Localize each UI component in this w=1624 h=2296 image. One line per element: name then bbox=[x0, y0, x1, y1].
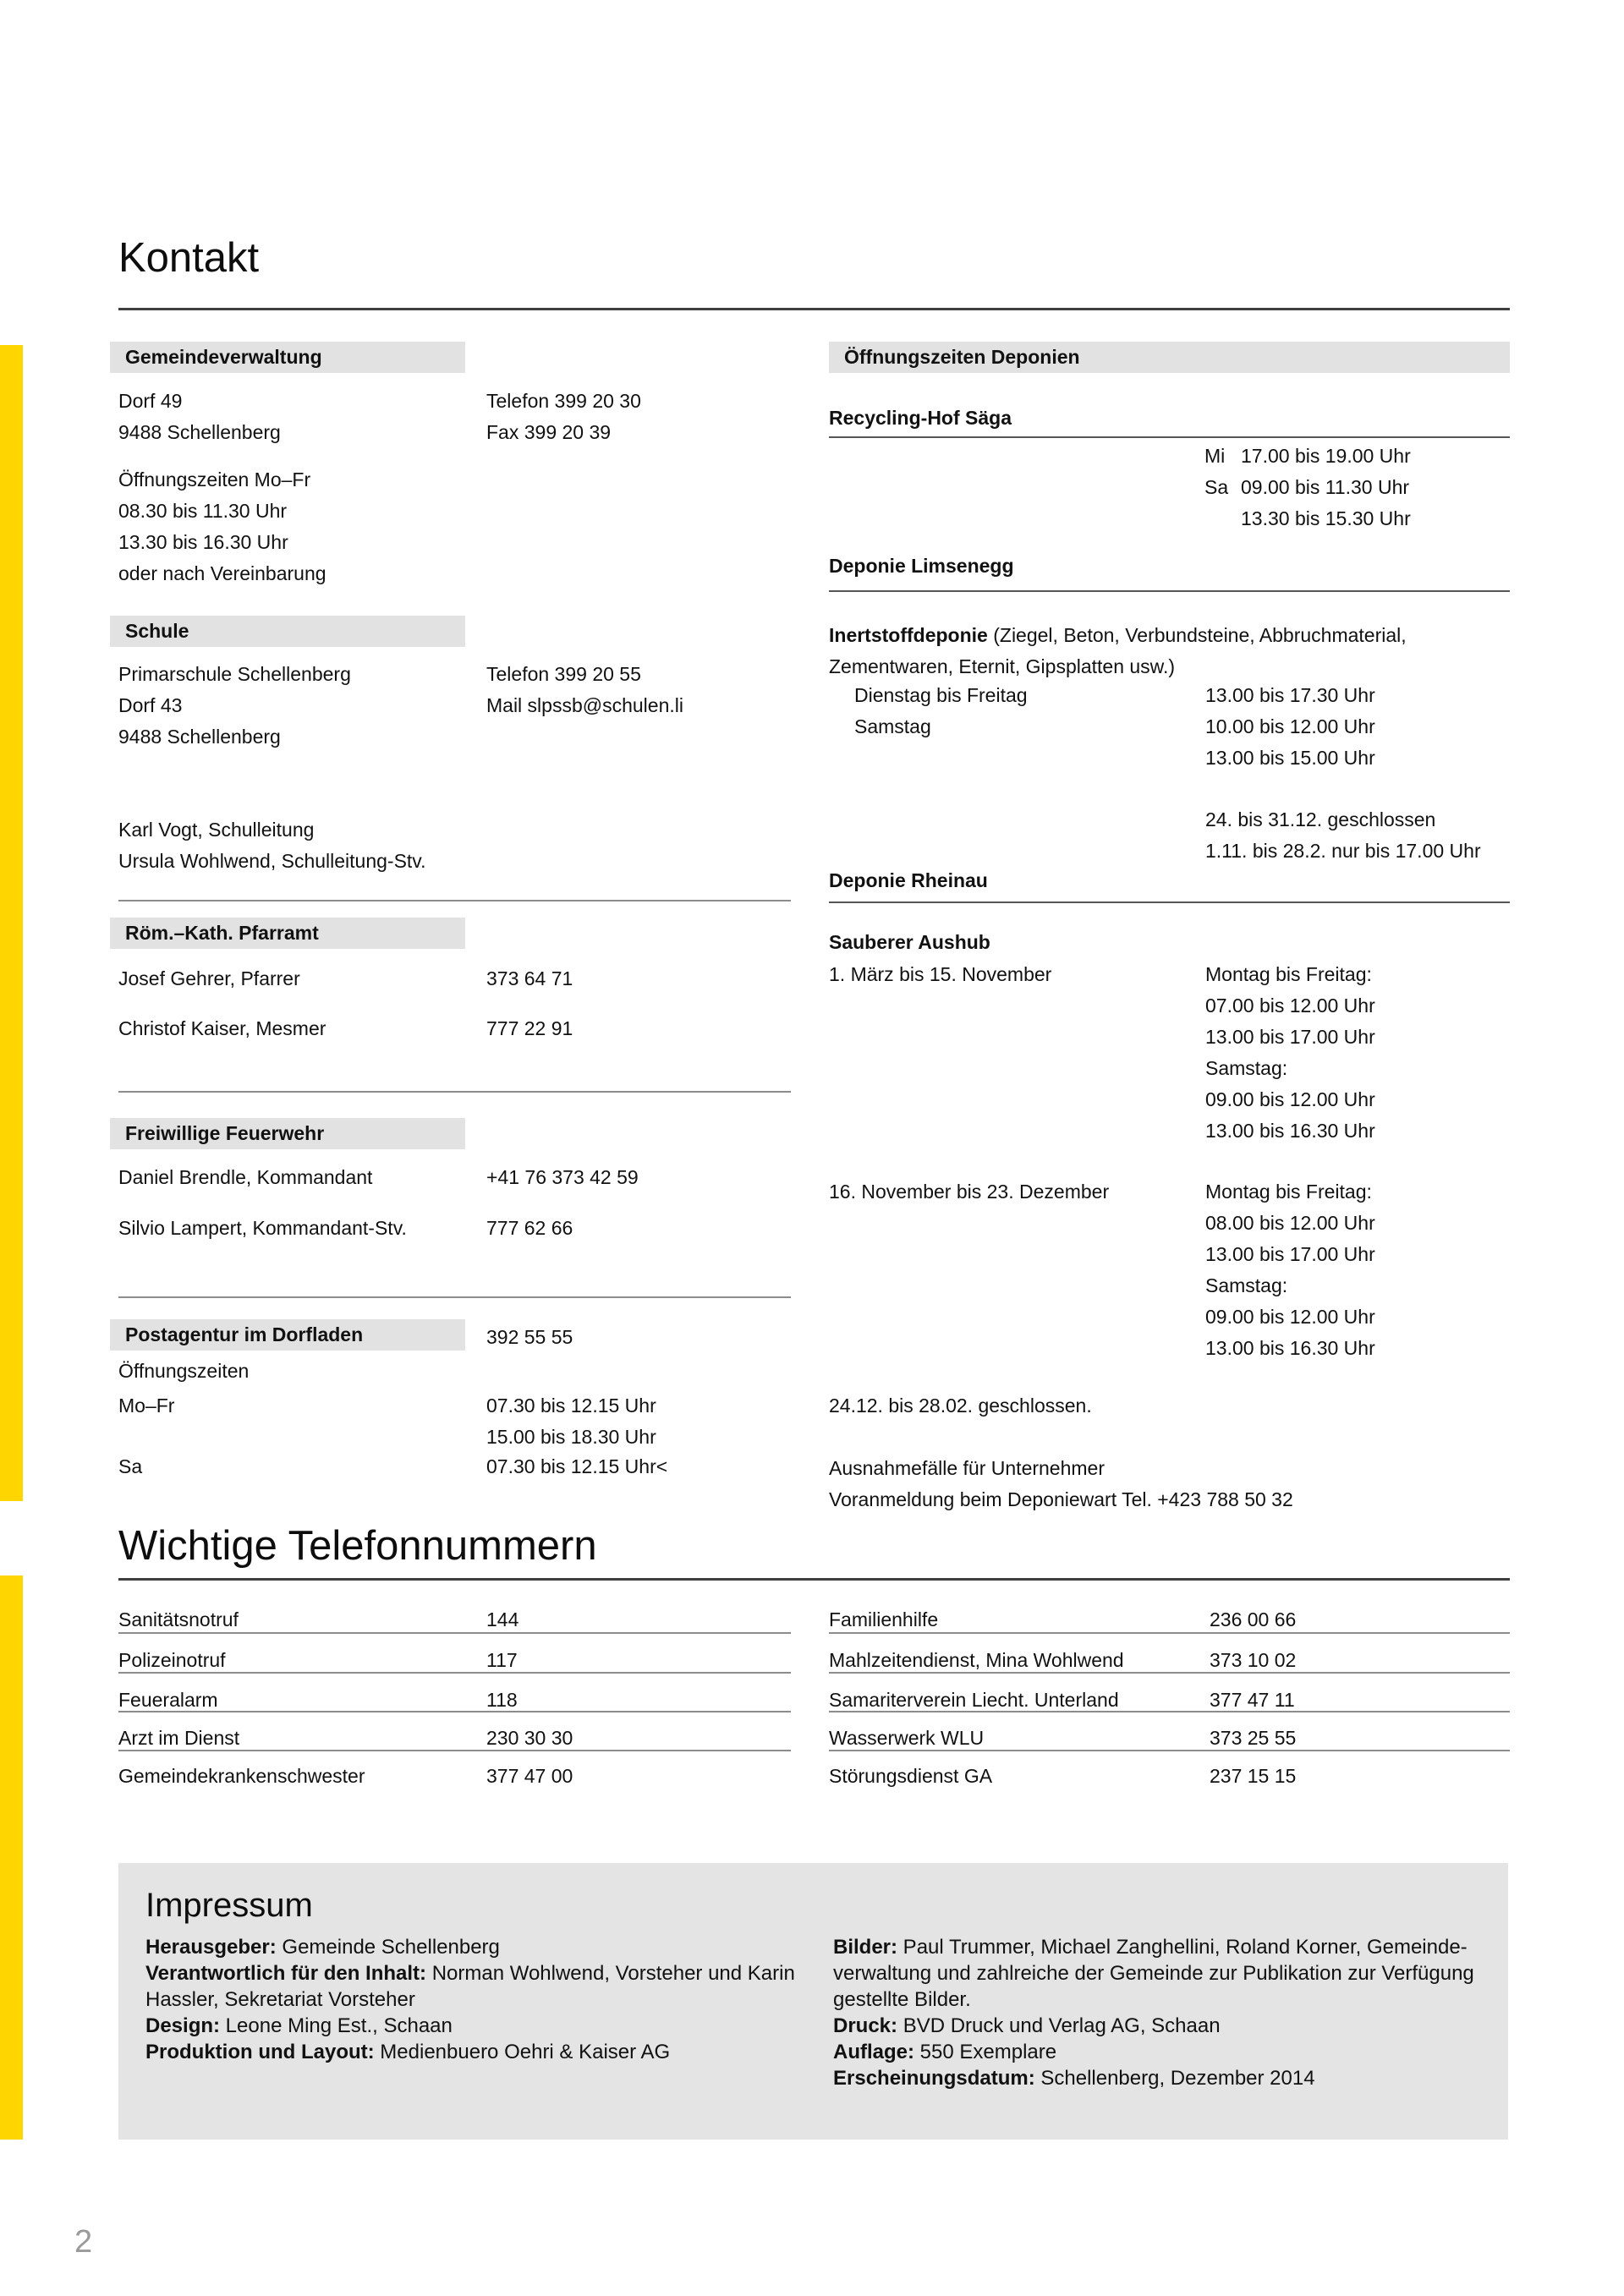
phone-label: Gemeindekrankenschwester bbox=[118, 1765, 365, 1787]
phone-number: 236 00 66 bbox=[1210, 1608, 1297, 1630]
hours-time: 09.00 bis 11.30 Uhr bbox=[1241, 476, 1410, 498]
address-line: 9488 Schellenberg bbox=[118, 726, 281, 748]
phone-number: 373 25 55 bbox=[1210, 1727, 1297, 1749]
row-divider bbox=[829, 1672, 1510, 1674]
deponie-title-rheinau: Deponie Rheinau bbox=[829, 869, 988, 891]
section-header-feuerwehr: Freiwillige Feuerwehr bbox=[110, 1118, 465, 1149]
impressum-text: Medienbuero Oehri & Kaiser AG bbox=[374, 2041, 671, 2063]
deponie-rule bbox=[829, 901, 1510, 903]
phone-label: Wasserwerk WLU bbox=[829, 1727, 985, 1749]
phone-number: 144 bbox=[486, 1608, 519, 1630]
row-divider bbox=[118, 1632, 791, 1634]
phone-label: Samariterverein Liecht. Unterland bbox=[829, 1689, 1119, 1711]
row-divider bbox=[118, 1750, 791, 1751]
period-time: 13.00 bis 17.00 Uhr bbox=[1205, 1026, 1375, 1048]
deponie-subtitle: Sauberer Aushub bbox=[829, 931, 990, 953]
deponie-title-limsenegg: Deponie Limsenegg bbox=[829, 555, 1014, 577]
section-header-schule: Schule bbox=[110, 616, 465, 647]
person-line: Ursula Wohlwend, Schulleitung-Stv. bbox=[118, 850, 426, 872]
person-phone: 373 64 71 bbox=[486, 967, 573, 989]
hours-day: Sa bbox=[1204, 476, 1229, 498]
impressum-label: Erscheinungsdatum: bbox=[833, 2067, 1035, 2090]
impressum-text: Schellenberg, Dezember 2014 bbox=[1034, 2067, 1315, 2090]
opening-hours-label: Öffnungszeiten bbox=[118, 1360, 250, 1382]
phone-label: Feueralarm bbox=[118, 1689, 218, 1711]
section-divider bbox=[118, 900, 791, 901]
phone-number: 118 bbox=[486, 1689, 518, 1711]
row-divider bbox=[829, 1632, 1510, 1634]
impressum-label: Produktion und Layout: bbox=[145, 2041, 375, 2063]
period-label: 1. März bis 15. November bbox=[829, 963, 1052, 985]
person-phone: 777 22 91 bbox=[486, 1017, 573, 1039]
period-time: 13.00 bis 17.00 Uhr bbox=[1205, 1243, 1375, 1265]
impressum-line bbox=[145, 1960, 814, 2013]
hours-day: Sa bbox=[118, 1455, 143, 1477]
hours-time: 07.30 bis 12.15 Uhr bbox=[486, 1395, 656, 1417]
impressum-text: 550 Exemplare bbox=[914, 2041, 1057, 2063]
hours-day: Mi bbox=[1204, 445, 1226, 467]
address-line: Primarschule Schellenberg bbox=[118, 663, 351, 685]
hours-time: 13.00 bis 15.00 Uhr bbox=[1205, 747, 1375, 769]
section-header-gemeindeverwaltung: Gemeindeverwaltung bbox=[110, 342, 465, 373]
section-header-deponien: Öffnungszeiten Deponien bbox=[829, 342, 1510, 373]
period-time: 13.00 bis 16.30 Uhr bbox=[1205, 1120, 1375, 1142]
phones-title: Wichtige Telefonnummern bbox=[118, 1523, 597, 1569]
section-divider bbox=[118, 1091, 791, 1093]
phone-label: Sanitätsnotruf bbox=[118, 1608, 239, 1630]
postagentur-phone: 392 55 55 bbox=[486, 1326, 573, 1348]
period-time: 08.00 bis 12.00 Uhr bbox=[1205, 1212, 1375, 1234]
hours-time: 15.00 bis 18.30 Uhr bbox=[486, 1426, 656, 1448]
yellow-margin-bar-bottom bbox=[0, 1575, 23, 2140]
hours-time: 17.00 bis 19.00 Uhr bbox=[1241, 445, 1411, 467]
impressum-line bbox=[145, 2039, 670, 2065]
person-line: Karl Vogt, Schulleitung bbox=[118, 819, 315, 841]
row-divider bbox=[829, 1750, 1510, 1751]
period-time: Samstag: bbox=[1205, 1057, 1288, 1079]
period-time: 09.00 bis 12.00 Uhr bbox=[1205, 1306, 1375, 1328]
hours-time: 07.30 bis 12.15 Uhr< bbox=[486, 1455, 668, 1477]
impressum-line bbox=[833, 2039, 1056, 2065]
period-time: Samstag: bbox=[1205, 1274, 1288, 1296]
opening-hours-line: oder nach Vereinbarung bbox=[118, 562, 326, 584]
impressum-line bbox=[833, 2013, 1221, 2039]
impressum-line bbox=[833, 1934, 1497, 2013]
deponie-description bbox=[829, 620, 1501, 682]
phone-label: Störungsdienst GA bbox=[829, 1765, 993, 1787]
impressum-text: Gemeinde Schellenberg bbox=[276, 1936, 500, 1959]
person-name: Daniel Brendle, Kommandant bbox=[118, 1166, 373, 1188]
mail-line: Mail slpssb@schulen.li bbox=[486, 694, 683, 716]
address-line: Dorf 43 bbox=[118, 694, 183, 716]
opening-hours-line: Öffnungszeiten Mo–Fr bbox=[118, 469, 311, 490]
section-header-pfarramt: Röm.–Kath. Pfarramt bbox=[110, 918, 465, 949]
row-divider bbox=[118, 1711, 791, 1712]
section-divider bbox=[118, 1296, 791, 1298]
title-rule bbox=[118, 308, 1510, 310]
exception-line: Ausnahmefälle für Unternehmer bbox=[829, 1457, 1105, 1479]
deponie-rule bbox=[829, 590, 1510, 592]
impressum-text: Leone Ming Est., Schaan bbox=[220, 2014, 453, 2037]
impressum-label: Druck: bbox=[833, 2014, 898, 2037]
impressum-title: Impressum bbox=[145, 1887, 313, 1924]
exception-line: Voranmeldung beim Deponiewart Tel. +423 788 50 32 bbox=[829, 1488, 1293, 1510]
phone-number: 377 47 00 bbox=[486, 1765, 573, 1787]
closed-note: 24.12. bis 28.02. geschlossen. bbox=[829, 1395, 1092, 1417]
impressum-line bbox=[145, 2013, 453, 2039]
period-time: 09.00 bis 12.00 Uhr bbox=[1205, 1088, 1375, 1110]
hours-time: 13.30 bis 15.30 Uhr bbox=[1241, 507, 1411, 529]
period-time: 13.00 bis 16.30 Uhr bbox=[1205, 1337, 1375, 1359]
phones-title-rule bbox=[118, 1578, 1510, 1581]
period-label: 16. November bis 23. Dezember bbox=[829, 1181, 1110, 1203]
period-time: Montag bis Freitag: bbox=[1205, 1181, 1372, 1203]
deponie-note: 1.11. bis 28.2. nur bis 17.00 Uhr bbox=[1205, 840, 1481, 862]
phone-number: 230 30 30 bbox=[486, 1727, 573, 1749]
hours-day: Samstag bbox=[854, 715, 931, 737]
deponie-note: 24. bis 31.12. geschlossen bbox=[1205, 808, 1436, 830]
address-line: 9488 Schellenberg bbox=[118, 421, 281, 443]
page-title: Kontakt bbox=[118, 235, 260, 281]
phone-number: 237 15 15 bbox=[1210, 1765, 1297, 1787]
hours-day: Dienstag bis Freitag bbox=[854, 684, 1028, 706]
impressum-line bbox=[145, 1934, 500, 1960]
phone-number: 373 10 02 bbox=[1210, 1649, 1297, 1671]
phone-number: 377 47 11 bbox=[1210, 1689, 1295, 1711]
impressum-text: BVD Druck und Verlag AG, Schaan bbox=[897, 2014, 1221, 2037]
phone-label: Familienhilfe bbox=[829, 1608, 939, 1630]
hours-time: 10.00 bis 12.00 Uhr bbox=[1205, 715, 1375, 737]
fax-line: Fax 399 20 39 bbox=[486, 421, 612, 443]
impressum-text: Norman Wohlwend, Vorsteher und Karin Hassler, Sekretariat Vorsteher bbox=[145, 1962, 795, 2011]
hours-day: Mo–Fr bbox=[118, 1395, 175, 1417]
impressum-label: Verantwortlich für den Inhalt: bbox=[145, 1962, 427, 1985]
deponie-rule bbox=[829, 436, 1510, 438]
opening-hours-line: 08.30 bis 11.30 Uhr bbox=[118, 500, 288, 522]
phone-line: Telefon 399 20 30 bbox=[486, 390, 641, 412]
phone-label: Polizeinotruf bbox=[118, 1649, 226, 1671]
impressum-label: Auflage: bbox=[833, 2041, 914, 2063]
hours-time: 13.00 bis 17.30 Uhr bbox=[1205, 684, 1375, 706]
deponie-description-bold: Inertstoffdeponie bbox=[829, 624, 988, 646]
section-header-postagentur: Postagentur im Dorfladen bbox=[110, 1319, 465, 1351]
person-name: Josef Gehrer, Pfarrer bbox=[118, 967, 300, 989]
person-phone: +41 76 373 42 59 bbox=[486, 1166, 639, 1188]
phone-label: Arzt im Dienst bbox=[118, 1727, 240, 1749]
period-time: Montag bis Freitag: bbox=[1205, 963, 1372, 985]
phone-label: Mahlzeitendienst, Mina Wohlwend bbox=[829, 1649, 1124, 1671]
impressum-label: Herausgeber: bbox=[145, 1936, 277, 1959]
row-divider bbox=[118, 1672, 791, 1674]
yellow-margin-bar-top bbox=[0, 345, 23, 1501]
impressum-label: Design: bbox=[145, 2014, 221, 2037]
deponie-title-recycling: Recycling-Hof Säga bbox=[829, 407, 1012, 429]
impressum-label: Bilder: bbox=[833, 1936, 898, 1959]
person-phone: 777 62 66 bbox=[486, 1217, 573, 1239]
person-name: Silvio Lampert, Kommandant-Stv. bbox=[118, 1217, 407, 1239]
person-name: Christof Kaiser, Mesmer bbox=[118, 1017, 326, 1039]
phone-line: Telefon 399 20 55 bbox=[486, 663, 641, 685]
page-number: 2 bbox=[74, 2224, 93, 2260]
impressum-line bbox=[833, 2065, 1315, 2091]
opening-hours-line: 13.30 bis 16.30 Uhr bbox=[118, 531, 288, 553]
period-time: 07.00 bis 12.00 Uhr bbox=[1205, 995, 1375, 1016]
address-line: Dorf 49 bbox=[118, 390, 183, 412]
impressum-text: Paul Trummer, Michael Zanghellini, Roland Korner, Gemeinde-verwaltung und zahlreiche der Gemeinde zur Publikation zur Verfügung gestellte Bilder. bbox=[833, 1936, 1474, 2011]
deponie-description-rest: (Ziegel, Beton, Verbundsteine, Abbruchmaterial, Zementwaren, Eternit, Gipsplatten usw.) bbox=[829, 624, 1407, 677]
phone-number: 117 bbox=[486, 1649, 518, 1671]
row-divider bbox=[829, 1711, 1510, 1712]
